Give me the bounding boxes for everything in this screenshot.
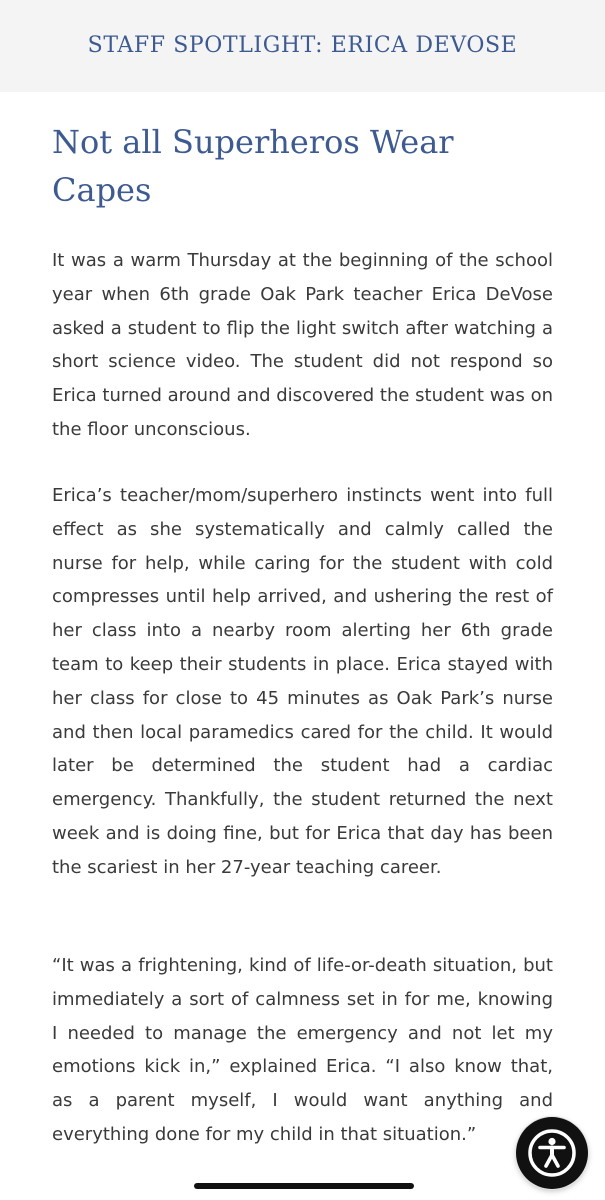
page-header-title: STAFF SPOTLIGHT: ERICA DEVOSE [87, 33, 518, 58]
accessibility-button[interactable] [516, 1117, 588, 1189]
article-paragraph-2: Erica’s teacher/mom/superhero instincts went into full effect as she systematically and calmly called the nurse for help, while caring for the student with cold compresses until help arrived, and ushering the rest of her class into a nearby room alerting her 6th grade team to keep their students in place. Erica stayed with her class for close to 45 minutes as Oak Park’s nurse and then local paramedics cared for the child. It would later be determined the student had a cardiac emergency. Thankfully, the student returned the next week and is doing fine, but for Erica that day has been the scariest in her 27-year teaching career. [52, 485, 553, 878]
header-bar [0, 0, 605, 92]
accessibility-icon [526, 1127, 578, 1179]
article-title: Not all Superheros Wear Capes [52, 123, 454, 209]
article-paragraph-3: “It was a frightening, kind of life-or-death situation, but immediately a sort of calmness set in for me, knowing I needed to manage the emergency and not let my emotions kick in,” explained Erica. “I also know that, as a parent myself, I would want anything and everything done for my child in that situation.” [52, 955, 553, 1145]
home-indicator[interactable] [194, 1183, 414, 1189]
article-paragraph-1: It was a warm Thursday at the beginning of the school year when 6th grade Oak Park teacher Erica DeVose asked a student to flip the light switch after watching a short science video. The student did not respond so Erica turned around and discovered the student was on the floor unconscious. [52, 250, 553, 440]
